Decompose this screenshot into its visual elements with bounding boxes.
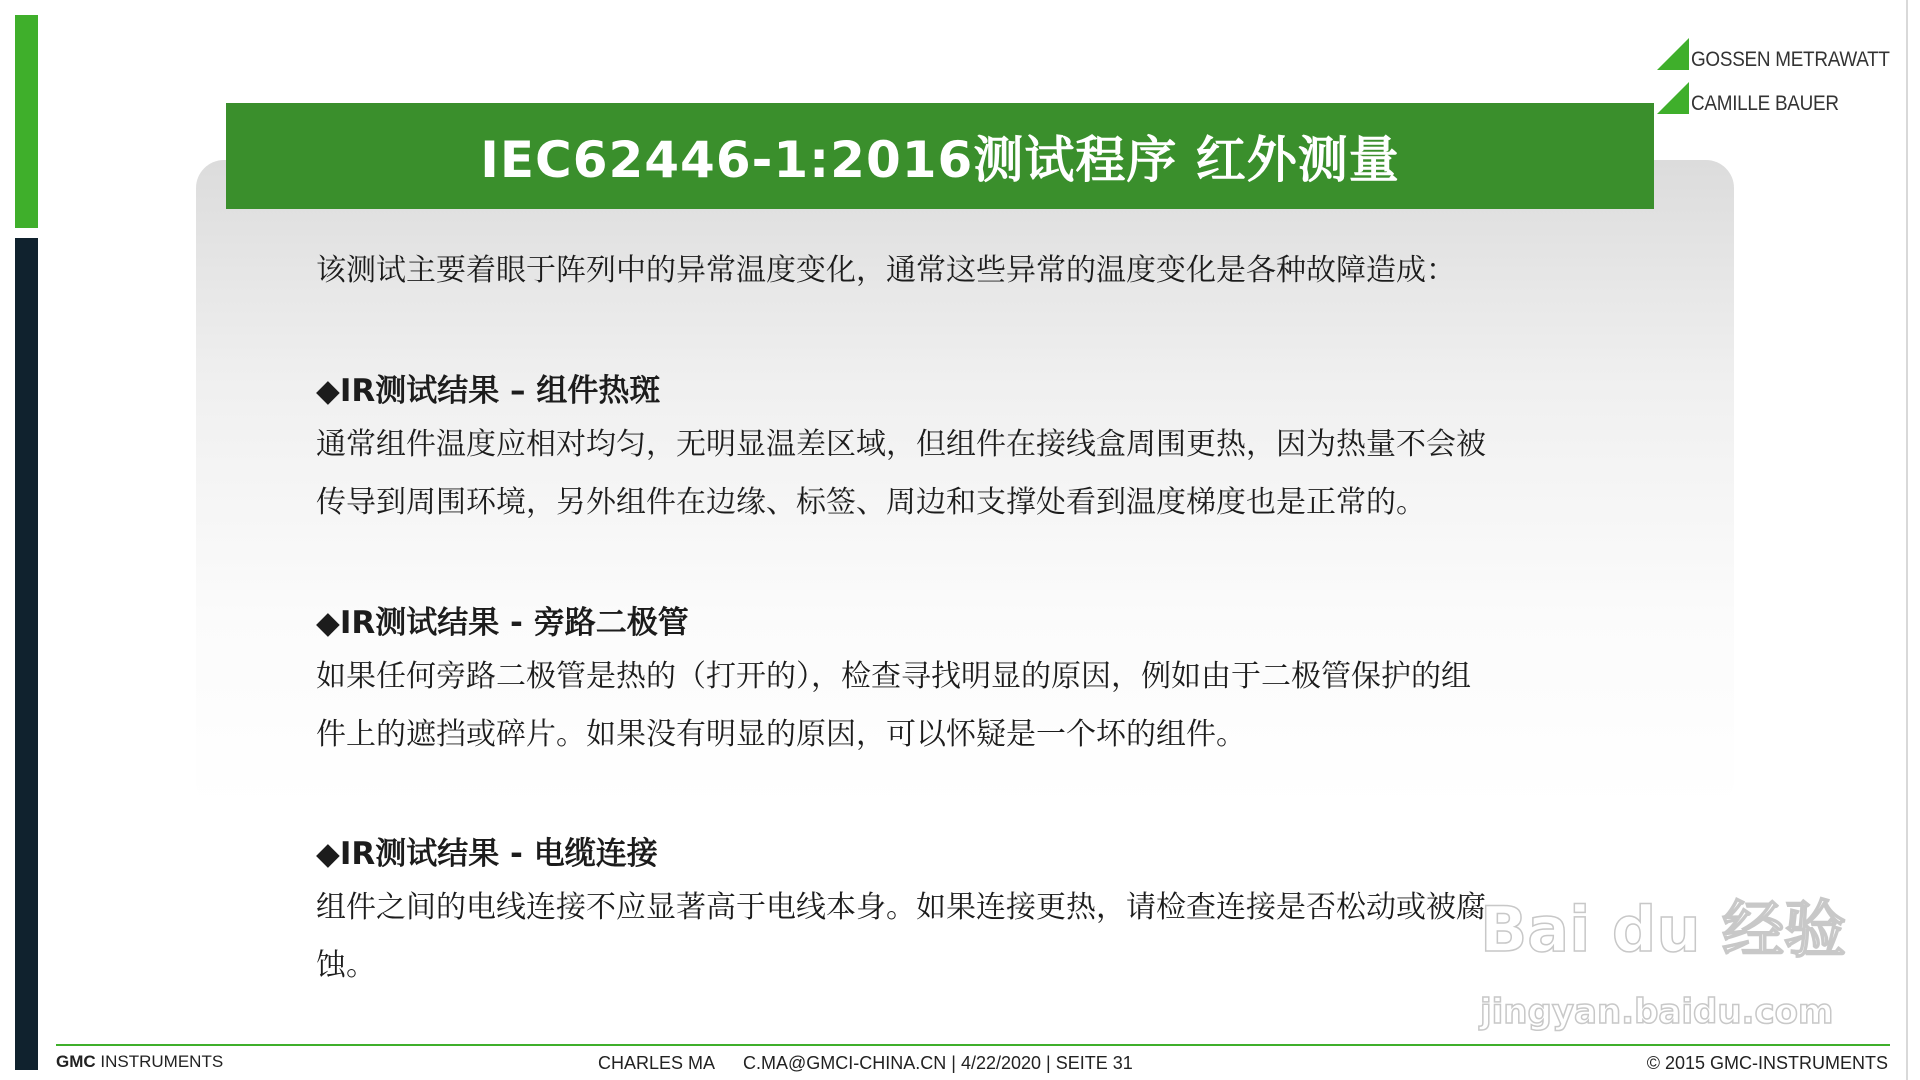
footer-author: CHARLES MA [598, 1053, 716, 1073]
accent-bar-dark [15, 238, 38, 1070]
slide-title: IEC62446-1:2016测试程序 红外测量 [480, 131, 1400, 189]
company-logo [1655, 36, 1895, 122]
watermark-brand: Bai du 经验 [1480, 893, 1847, 966]
logo-line-1: GOSSEN METRAWATT [1691, 48, 1890, 71]
baidu-watermark [1480, 880, 1860, 1040]
body-line: 件上的遮挡或碎片。如果没有明显的原因，可以怀疑是一个坏的组件。 [316, 717, 1246, 752]
logo-camille-row [1655, 80, 1895, 120]
green-triangle-icon [1655, 80, 1689, 114]
section-body-cable-connection [316, 879, 1581, 995]
title-banner [226, 103, 1654, 209]
footer-copyright: © 2015 GMC-INSTRUMENTS [1646, 1053, 1888, 1073]
body-line: 传导到周围环境，另外组件在边缘、标签、周边和支撑处看到温度梯度也是正常的。 [316, 485, 1426, 520]
footer-brand-rest: INSTRUMENTS [95, 1052, 224, 1071]
section-heading-cable-connection: ◆IR测试结果 - 电缆连接 [316, 836, 658, 872]
body-line: 组件之间的电线连接不应显著高于电线本身。如果连接更热，请检查连接是否松动或被腐 [316, 890, 1486, 925]
footer-brand [56, 1052, 223, 1072]
right-divider [1906, 0, 1908, 1080]
footer-brand-bold: GMC [56, 1052, 96, 1071]
watermark-url: jingyan.baidu.com [1480, 992, 1834, 1032]
footer-divider [56, 1044, 1890, 1046]
logo-gossen-row [1655, 36, 1895, 76]
section-heading-hotspot: ◆IR测试结果 – 组件热斑 [316, 373, 661, 409]
logo-line-2: CAMILLE BAUER [1691, 92, 1839, 115]
green-triangle-icon [1655, 36, 1689, 70]
intro-text: 该测试主要着眼于阵列中的异常温度变化，通常这些异常的温度变化是各种故障造成： [316, 253, 1456, 288]
body-line: 如果任何旁路二极管是热的（打开的），检查寻找明显的原因，例如由于二极管保护的组 [316, 659, 1471, 694]
footer-info [598, 1053, 1133, 1074]
body-line: 蚀。 [316, 948, 376, 983]
accent-bar-green [15, 15, 38, 228]
body-line: 通常组件温度应相对均匀，无明显温差区域，但组件在接线盒周围更热，因为热量不会被 [316, 427, 1486, 462]
section-body-hotspot [316, 416, 1581, 532]
section-body-bypass-diode [316, 648, 1581, 764]
footer-details: C.MA@GMCI-CHINA.CN | 4/22/2020 | SEITE 31 [743, 1053, 1133, 1073]
section-heading-bypass-diode: ◆IR测试结果 - 旁路二极管 [316, 605, 689, 641]
